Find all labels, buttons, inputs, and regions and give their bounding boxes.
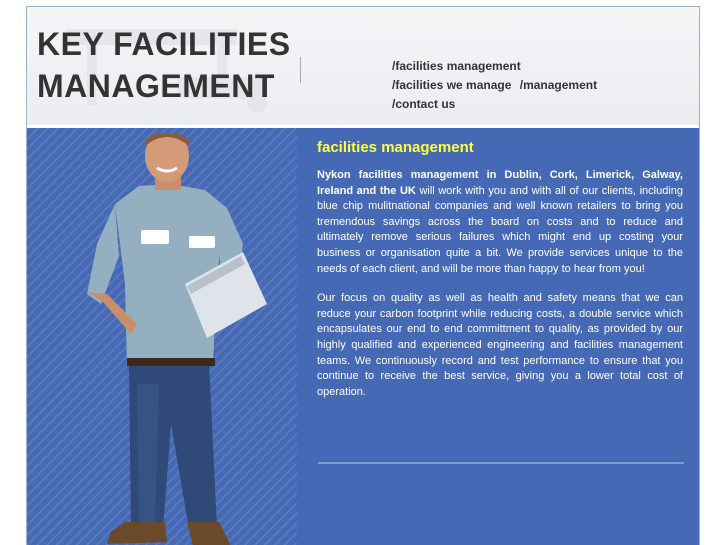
intro-paragraph xyxy=(317,168,683,277)
content-divider xyxy=(318,462,684,464)
quality-paragraph: Our focus on quality as well as health and safety means that we can reduce your carbon footprint while reducing costs, a double service which encapsulates our end to end committment to quality, as provided by our highly qualified and experienced engineering and facilities management teams. We continuously record and test performance to ensure that you continue to receive the best service, giving you a lower total cost of operation. xyxy=(317,292,683,398)
nav-contact-us[interactable]: /contact us xyxy=(392,97,456,111)
content-area xyxy=(317,138,683,414)
header-divider xyxy=(300,57,301,83)
nav-facilities-management[interactable]: /facilities management xyxy=(392,59,521,73)
logo-line-1: KEY FACILITIES xyxy=(37,26,291,62)
site-header xyxy=(27,7,699,125)
site-logo[interactable] xyxy=(37,23,291,107)
main-panel xyxy=(27,128,699,545)
nav-management[interactable]: /management xyxy=(519,78,598,92)
page-frame xyxy=(26,6,700,545)
nav-facilities-we-manage[interactable]: /facilities we manage xyxy=(392,78,512,92)
content-title: facilities management xyxy=(317,139,474,156)
technician-photo xyxy=(67,134,267,545)
main-nav xyxy=(392,57,632,114)
intro-bold-text: Nykon facilities management in Dublin, Cork, Limerick, Galway, Ireland and the UK xyxy=(317,169,683,197)
intro-text: will work with you and with all of our clients, including blue chip mulitnational companies and well known retailers to bring you tremendous savings across the board on costs and to reduce and ultimately remove serious failures which might end up costing your business or organisation quite a bit. We provide services unique to the needs of each client, and will be more than happy to hear from you! xyxy=(317,184,683,275)
logo-line-2: MANAGEMENT xyxy=(37,68,275,104)
